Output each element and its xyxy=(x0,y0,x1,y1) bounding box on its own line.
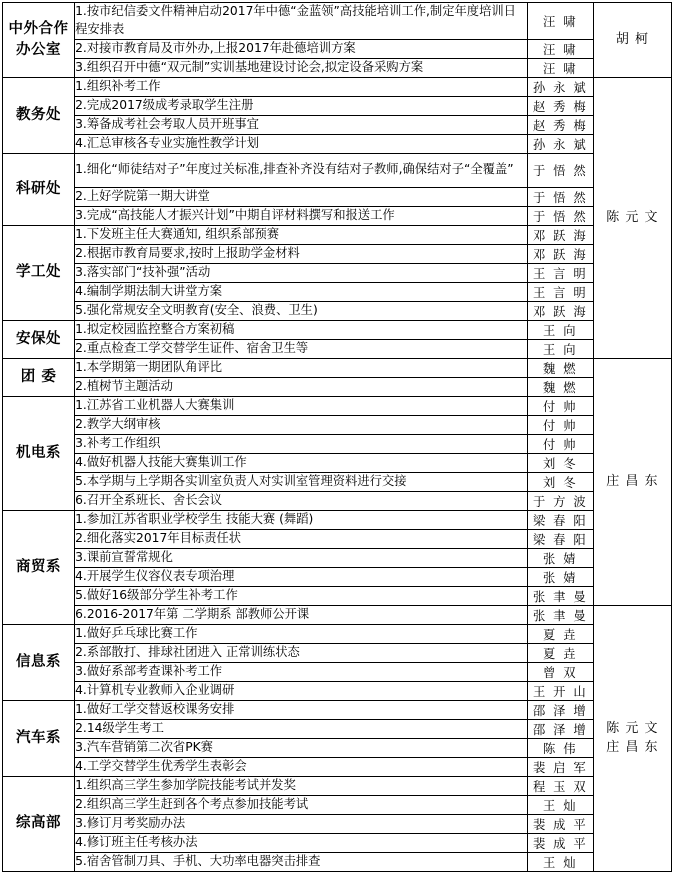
table-row xyxy=(3,548,672,567)
department-cell xyxy=(3,700,75,776)
owner-cell: 王 灿 xyxy=(527,852,593,871)
task-cell: 3.修订月考奖励办法 xyxy=(75,814,528,833)
department-label: 中外合作 xyxy=(8,20,69,37)
table-row xyxy=(3,115,672,134)
owner-cell: 王 灿 xyxy=(527,795,593,814)
table-row xyxy=(3,58,672,77)
task-cell: 6.召开全系班长、舍长会议 xyxy=(75,491,528,510)
owner-cell: 孙 永 斌 xyxy=(527,134,593,153)
task-cell: 2.系部散打、排球社团进入 正常训练状态 xyxy=(75,643,528,662)
table-row xyxy=(3,153,672,187)
table-row xyxy=(3,453,672,472)
task-cell: 5.强化常规安全文明教育(安全、浪费、卫生) xyxy=(75,301,528,320)
department-cell xyxy=(3,624,75,700)
owner-cell: 裴 成 平 xyxy=(527,833,593,852)
department-label: 商贸系 xyxy=(16,558,62,575)
table-row xyxy=(3,643,672,662)
task-cell: 2.组织高三学生赶到各个考点参加技能考试 xyxy=(75,795,528,814)
supervisor-cell xyxy=(593,605,671,871)
table-row xyxy=(3,206,672,225)
table-row xyxy=(3,134,672,153)
owner-cell: 裴 启 军 xyxy=(527,757,593,776)
task-cell: 6.2016-2017年第 二学期系 部教师公开课 xyxy=(75,605,528,624)
task-cell: 1.组织补考工作 xyxy=(75,77,528,96)
department-label: 综高部 xyxy=(16,815,62,832)
owner-cell: 邓 跃 海 xyxy=(527,225,593,244)
owner-cell: 汪 啸 xyxy=(527,3,593,40)
task-cell: 4.计算机专业教师入企业调研 xyxy=(75,681,528,700)
table-row xyxy=(3,529,672,548)
task-cell: 2.上好学院第一期大讲堂 xyxy=(75,187,528,206)
owner-cell: 于 悟 然 xyxy=(527,187,593,206)
owner-cell: 于 悟 然 xyxy=(527,206,593,225)
table-row xyxy=(3,187,672,206)
owner-cell: 张 婧 xyxy=(527,567,593,586)
table-row xyxy=(3,282,672,301)
task-cell: 2.细化落实2017年目标责任状 xyxy=(75,529,528,548)
owner-cell: 张 聿 曼 xyxy=(527,605,593,624)
table-body xyxy=(3,3,672,872)
task-cell: 5.本学期与上学期各实训室负责人对实训室管理资料进行交接 xyxy=(75,472,528,491)
department-cell xyxy=(3,153,75,225)
supervisor-label: 陈 元 文 xyxy=(606,720,659,736)
table-row xyxy=(3,814,672,833)
owner-cell: 夏 垚 xyxy=(527,643,593,662)
owner-cell: 王 向 xyxy=(527,339,593,358)
department-label: 学工处 xyxy=(16,264,62,281)
task-cell: 1.组织高三学生参加学院技能考试并发奖 xyxy=(75,776,528,795)
table-row xyxy=(3,833,672,852)
table-row xyxy=(3,39,672,58)
task-cell: 3.组织召开中德“双元制”实训基地建设讨论会,拟定设备采购方案 xyxy=(75,58,528,77)
department-cell xyxy=(3,320,75,358)
owner-cell: 于 方 波 xyxy=(527,491,593,510)
owner-cell: 张 聿 曼 xyxy=(527,586,593,605)
owner-cell: 邵 泽 增 xyxy=(527,700,593,719)
table-row xyxy=(3,358,672,377)
owner-cell: 梁 春 阳 xyxy=(527,510,593,529)
department-cell xyxy=(3,358,75,396)
task-cell: 2.教学大纲审核 xyxy=(75,415,528,434)
department-label: 教务处 xyxy=(16,106,62,123)
task-cell: 1.做好乒乓球比赛工作 xyxy=(75,624,528,643)
task-cell: 2.植树节主题活动 xyxy=(75,377,528,396)
task-cell: 2.14级学生考工 xyxy=(75,719,528,738)
table-row xyxy=(3,719,672,738)
task-cell: 1.下发班主任大赛通知, 组织系部预赛 xyxy=(75,225,528,244)
table-row xyxy=(3,757,672,776)
task-cell: 3.课前宣誓常规化 xyxy=(75,548,528,567)
task-cell: 5.宿舍管制刀具、手机、大功率电器突击排查 xyxy=(75,852,528,871)
owner-cell: 汪 啸 xyxy=(527,39,593,58)
task-cell: 1.拟定校园监控整合方案初稿 xyxy=(75,320,528,339)
task-cell: 3.完成“高技能人才振兴计划”中期自评材料撰写和报送工作 xyxy=(75,206,528,225)
owner-cell: 付 帅 xyxy=(527,415,593,434)
task-cell: 2.完成2017级成考录取学生注册 xyxy=(75,96,528,115)
owner-cell: 陈 伟 xyxy=(527,738,593,757)
department-label: 办公室 xyxy=(16,41,62,58)
owner-cell: 梁 春 阳 xyxy=(527,529,593,548)
table-row xyxy=(3,301,672,320)
supervisor-label: 陈 元 文 xyxy=(606,209,659,225)
department-cell xyxy=(3,776,75,871)
owner-cell: 王 向 xyxy=(527,320,593,339)
table-row xyxy=(3,795,672,814)
task-cell: 2.根据市教育局要求,按时上报助学金材料 xyxy=(75,244,528,263)
task-breakdown-table xyxy=(2,2,672,872)
owner-cell: 付 帅 xyxy=(527,434,593,453)
owner-cell: 王 开 山 xyxy=(527,681,593,700)
department-cell xyxy=(3,3,75,78)
task-cell: 2.重点检查工学交替学生证件、宿舍卫生等 xyxy=(75,339,528,358)
table-row xyxy=(3,491,672,510)
task-cell: 2.对接市教育局及市外办,上报2017年赴德培训方案 xyxy=(75,39,528,58)
task-cell: 3.筹备成考社会考取人员开班事宜 xyxy=(75,115,528,134)
table-row xyxy=(3,605,672,624)
owner-cell: 魏 燃 xyxy=(527,358,593,377)
table-row xyxy=(3,434,672,453)
task-cell: 5.做好16级部分学生补考工作 xyxy=(75,586,528,605)
owner-cell: 赵 秀 梅 xyxy=(527,115,593,134)
table-row xyxy=(3,776,672,795)
owner-cell: 魏 燃 xyxy=(527,377,593,396)
owner-cell: 刘 冬 xyxy=(527,453,593,472)
department-cell xyxy=(3,396,75,510)
task-cell: 4.编制学期法制大讲堂方案 xyxy=(75,282,528,301)
table-row xyxy=(3,700,672,719)
task-cell: 3.汽车营销第二次省PK赛 xyxy=(75,738,528,757)
task-cell: 1.做好工学交替返校课务安排 xyxy=(75,700,528,719)
supervisor-cell xyxy=(593,77,671,358)
department-cell xyxy=(3,77,75,153)
table-row xyxy=(3,225,672,244)
task-cell: 3.补考工作组织 xyxy=(75,434,528,453)
task-cell: 3.做好系部考查课补考工作 xyxy=(75,662,528,681)
table-row xyxy=(3,3,672,40)
task-cell: 1.参加江苏省职业学校学生 技能大赛 (舞蹈) xyxy=(75,510,528,529)
department-label: 安保处 xyxy=(16,330,62,347)
table-row xyxy=(3,415,672,434)
owner-cell: 夏 垚 xyxy=(527,624,593,643)
owner-cell: 邓 跃 海 xyxy=(527,244,593,263)
table-row xyxy=(3,662,672,681)
table-row xyxy=(3,377,672,396)
task-cell: 4.汇总审核各专业实施性教学计划 xyxy=(75,134,528,153)
owner-cell: 孙 永 斌 xyxy=(527,77,593,96)
table-row xyxy=(3,339,672,358)
table-row xyxy=(3,681,672,700)
owner-cell: 付 帅 xyxy=(527,396,593,415)
department-label: 机电系 xyxy=(16,444,62,461)
owner-cell: 张 婧 xyxy=(527,548,593,567)
department-label: 信息系 xyxy=(16,653,62,670)
supervisor-label: 胡 柯 xyxy=(615,32,649,48)
table-row xyxy=(3,852,672,871)
supervisor-label: 庄 昌 东 xyxy=(606,473,659,489)
owner-cell: 赵 秀 梅 xyxy=(527,96,593,115)
table-row xyxy=(3,586,672,605)
table-row xyxy=(3,738,672,757)
task-cell: 1.江苏省工业机器人大赛集训 xyxy=(75,396,528,415)
department-label: 汽车系 xyxy=(16,729,62,746)
owner-cell: 王 言 明 xyxy=(527,282,593,301)
table-row xyxy=(3,567,672,586)
department-label: 团 委 xyxy=(20,368,57,385)
owner-cell: 程 玉 双 xyxy=(527,776,593,795)
table-row xyxy=(3,510,672,529)
task-cell: 4.做好机器人技能大赛集训工作 xyxy=(75,453,528,472)
owner-cell: 裴 成 平 xyxy=(527,814,593,833)
supervisor-cell xyxy=(593,3,671,78)
department-label: 科研处 xyxy=(16,180,62,197)
task-cell: 1.按市纪信委文件精神启动2017年中德“金蓝领”高技能培训工作,制定年度培训日程安排表 xyxy=(75,3,528,40)
task-cell: 3.落实部门“技补强”活动 xyxy=(75,263,528,282)
owner-cell: 于 悟 然 xyxy=(527,153,593,187)
owner-cell: 邓 跃 海 xyxy=(527,301,593,320)
owner-cell: 曾 双 xyxy=(527,662,593,681)
task-cell: 4.修订班主任考核办法 xyxy=(75,833,528,852)
supervisor-label: 庄 昌 东 xyxy=(606,740,659,756)
table-row xyxy=(3,320,672,339)
task-cell: 4.开展学生仪容仪表专项治理 xyxy=(75,567,528,586)
table-row xyxy=(3,77,672,96)
table-row xyxy=(3,96,672,115)
owner-cell: 刘 冬 xyxy=(527,472,593,491)
department-cell xyxy=(3,225,75,320)
supervisor-cell xyxy=(593,358,671,605)
table-row xyxy=(3,396,672,415)
table-row xyxy=(3,263,672,282)
table-row xyxy=(3,624,672,643)
owner-cell: 王 言 明 xyxy=(527,263,593,282)
task-cell: 4.工学交替学生优秀学生表彰会 xyxy=(75,757,528,776)
owner-cell: 汪 啸 xyxy=(527,58,593,77)
task-cell: 1.本学期第一期团队角评比 xyxy=(75,358,528,377)
table-row xyxy=(3,472,672,491)
owner-cell: 邵 泽 增 xyxy=(527,719,593,738)
task-cell: 1.细化“师徒结对子”年度过关标准,排查补齐没有结对子教师,确保结对子“全覆盖” xyxy=(75,153,528,187)
table-row xyxy=(3,244,672,263)
department-cell xyxy=(3,510,75,624)
